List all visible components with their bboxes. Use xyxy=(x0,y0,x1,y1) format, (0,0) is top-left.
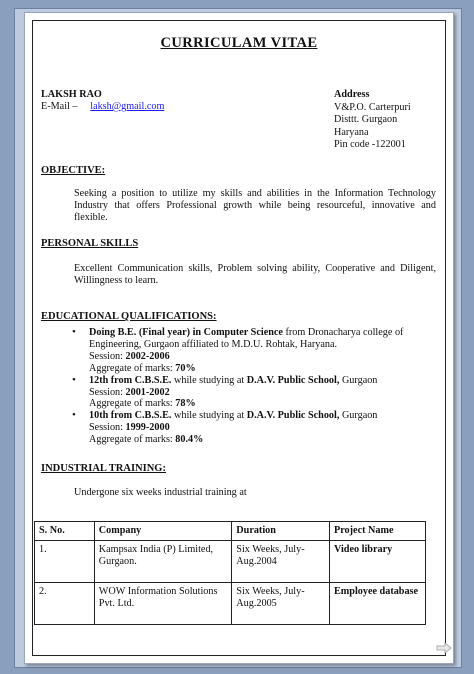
list-item: • 12th from C.B.S.E. while studying at D.A.V. Public School, Gurgaon Session: 2001-2002 Aggregate of marks: 78% xyxy=(72,375,442,411)
table-cell: 1. xyxy=(35,541,95,583)
column-header: Company xyxy=(94,522,232,541)
aggregate-row: Aggregate of marks: 70% xyxy=(89,362,196,374)
column-header: Duration xyxy=(232,522,330,541)
table-cell: Kampsax India (P) Limited, Gurgaon. xyxy=(94,541,232,583)
degree-title: 10th from C.B.S.E. xyxy=(89,410,172,422)
table-row xyxy=(35,541,426,583)
aggregate-row: Aggregate of marks: 78% xyxy=(89,398,196,410)
candidate-name: LAKSH RAO xyxy=(41,89,102,100)
skills-heading: PERSONAL SKILLS xyxy=(41,238,139,249)
list-item xyxy=(72,327,442,375)
email-label: E-Mail – xyxy=(41,101,78,112)
document-page xyxy=(24,12,454,664)
address-block xyxy=(334,89,411,152)
column-header: Project Name xyxy=(330,522,426,541)
table-cell: Six Weeks, July-Aug.2004 xyxy=(232,541,330,583)
arrow-right-icon[interactable] xyxy=(436,642,452,654)
table-cell: 2. xyxy=(35,583,95,625)
address-line: Haryana xyxy=(334,126,369,138)
training-intro: Undergone six weeks industrial training at xyxy=(74,487,247,498)
document-title: CURRICULAM VITAE xyxy=(160,35,318,51)
table-cell: WOW Information Solutions Pvt. Ltd. xyxy=(94,583,232,625)
session-row: Session: 2002-2006 xyxy=(89,350,170,362)
bullet-icon: • xyxy=(72,326,76,338)
table-row xyxy=(35,583,426,625)
objective-text: Seeking a position to utilize my skills and abilities in the Information Technology Industry that offers Professional growth while being resourceful, innovative and flexible. xyxy=(74,188,436,224)
training-heading: INDUSTRIAL TRAINING: xyxy=(41,463,166,474)
bullet-icon: • xyxy=(72,409,76,422)
list-item: • 10th from C.B.S.E. while studying at D.A.V. Public School, Gurgaon Session: 1999-2000 Aggregate of marks: 80.4% xyxy=(72,410,442,446)
table-cell: Video library xyxy=(330,541,426,583)
school-name: D.A.V. Public School, xyxy=(246,410,340,422)
session-row: Session: 1999-2000 xyxy=(89,422,170,434)
session-row: Session: 2001-2002 xyxy=(89,386,170,398)
bullet-icon: • xyxy=(72,373,76,386)
address-label: Address xyxy=(334,89,370,100)
address-line: Disttt. Gurgaon xyxy=(334,114,398,126)
table-cell: Employee database xyxy=(330,583,426,625)
skills-text: Excellent Communication skills, Problem solving ability, Cooperative and Diligent, Willingness to learn. xyxy=(74,263,436,287)
table-cell: Six Weeks, July-Aug.2005 xyxy=(232,583,330,625)
degree-title: 12th from C.B.S.E. xyxy=(89,374,172,386)
training-table xyxy=(34,521,426,625)
degree-detail: from Dronacharya college of Engineering, Gurgaon affiliated to M.D.U. Rohtak, Haryana. xyxy=(89,327,404,350)
aggregate-row: Aggregate of marks: 80.4% xyxy=(89,434,204,446)
school-name: D.A.V. Public School, xyxy=(246,374,340,386)
education-heading: EDUCATIONAL QUALIFICATIONS: xyxy=(41,311,217,322)
email-link[interactable]: laksh@gmail.com xyxy=(90,101,165,112)
table-header-row xyxy=(35,522,426,541)
degree-title: Doing B.E. (Final year) in Computer Science xyxy=(89,327,283,338)
education-list xyxy=(72,327,442,446)
email-row xyxy=(41,101,164,114)
objective-heading: OBJECTIVE: xyxy=(41,165,106,176)
column-header: S. No. xyxy=(35,522,95,541)
address-line: Pin code -122001 xyxy=(334,139,406,151)
address-line: V&P.O. Carterpuri xyxy=(334,101,411,113)
